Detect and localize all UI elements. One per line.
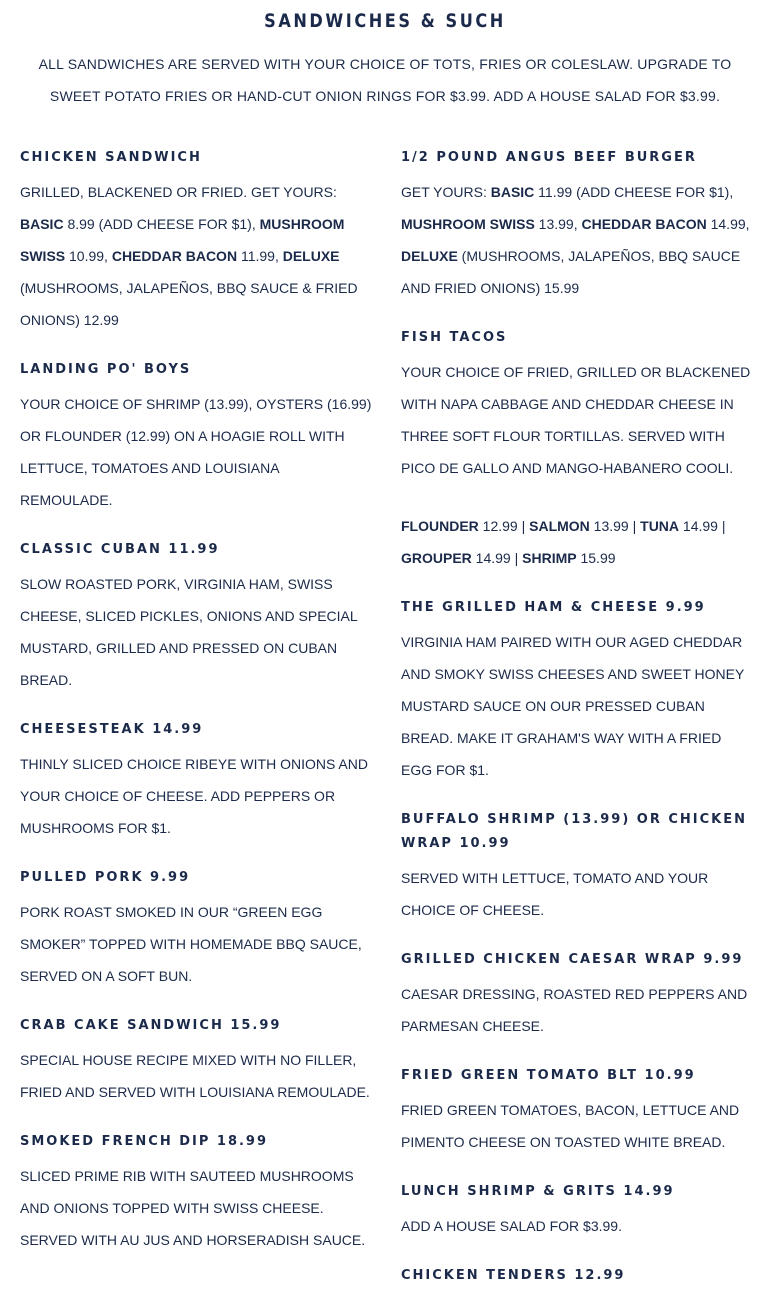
fish-options: FLOUNDER 12.99 | SALMON 13.99 | TUNA 14.99 | GROUPER 14.99 | SHRIMP 15.99 (401, 518, 726, 566)
item-description: FRIED GREEN TOMATOES, BACON, LETTUCE AND PIMENTO CHEESE ON TOASTED WHITE BREAD. (401, 1102, 740, 1150)
item-title: 1/2 POUND ANGUS BEEF BURGER (401, 150, 697, 165)
menu-item-chicken-sandwich (20, 146, 375, 336)
item-description: GET YOURS: BASIC 11.99 (ADD CHEESE FOR $1), MUSHROOM SWISS 13.99, CHEDDAR BACON 14.99, DELUXE (MUSHROOMS, JALAPEÑOS, BBQ SAUCE AND FRIED ONIONS) 15.99 (401, 184, 750, 296)
item-title: LANDING PO' BOYS (20, 362, 192, 377)
menu-item-buffalo-wrap (401, 808, 751, 926)
option-cheddar-bacon: CHEDDAR BACON (581, 216, 707, 232)
fish-grouper: GROUPER (401, 550, 472, 566)
menu-item-caesar-wrap (401, 948, 751, 1042)
item-description: GRILLED, BLACKENED OR FRIED. GET YOURS: BASIC 8.99 (ADD CHEESE FOR $1), MUSHROOM SWISS 10.99, CHEDDAR BACON 11.99, DELUXE (MUSHROOMS, JALAPEÑOS, BBQ SAUCE & FRIED ONIONS) 12.99 (20, 184, 358, 328)
item-title: FISH TACOS (401, 330, 508, 345)
left-column (20, 146, 375, 1278)
item-title: GRILLED CHICKEN CAESAR WRAP 9.99 (401, 952, 744, 967)
fish-salmon: SALMON (529, 518, 590, 534)
item-description: SLOW ROASTED PORK, VIRGINIA HAM, SWISS CHEESE, SLICED PICKLES, ONIONS AND SPECIAL MUSTARD, GRILLED AND PRESSED ON CUBAN BREAD. (20, 576, 358, 688)
item-title: PULLED PORK 9.99 (20, 870, 191, 885)
item-title: SMOKED FRENCH DIP 18.99 (20, 1134, 269, 1149)
item-description: ADD A HOUSE SALAD FOR $3.99. (401, 1218, 622, 1234)
item-title: CHICKEN TENDERS 12.99 (401, 1268, 626, 1283)
menu-item-ham-cheese (401, 596, 751, 786)
menu-item-chicken-tenders (401, 1264, 751, 1288)
menu-item-shrimp-grits (401, 1180, 751, 1242)
item-description: SLICED PRIME RIB WITH SAUTEED MUSHROOMS AND ONIONS TOPPED WITH SWISS CHEESE. SERVED WITH AU JUS AND HORSERADISH SAUCE. (20, 1168, 366, 1248)
fish-flounder: FLOUNDER (401, 518, 479, 534)
page-title: SANDWICHES & SUCH (264, 10, 506, 32)
menu-item-pulled-pork (20, 866, 375, 992)
menu-item-po-boys (20, 358, 375, 516)
item-title: CRAB CAKE SANDWICH 15.99 (20, 1018, 282, 1033)
item-title: FRIED GREEN TOMATO BLT 10.99 (401, 1068, 696, 1083)
item-description: VIRGINIA HAM PAIRED WITH OUR AGED CHEDDAR AND SMOKY SWISS CHEESES AND SWEET HONEY MUSTARD SAUCE ON OUR PRESSED CUBAN BREAD. MAKE IT GRAHAM'S WAY WITH A FRIED EGG FOR $1. (401, 634, 745, 778)
fish-shrimp: SHRIMP (522, 550, 577, 566)
item-description: YOUR CHOICE OF FRIED, GRILLED OR BLACKENED WITH NAPA CABBAGE AND CHEDDAR CHEESE IN THREE SOFT FLOUR TORTILLAS. SERVED WITH PICO DE GALLO AND MANGO-HABANERO COOLI. (401, 364, 751, 476)
right-column (401, 146, 751, 1310)
item-description: SERVED WITH LETTUCE, TOMATO AND YOUR CHOICE OF CHEESE. (401, 870, 709, 918)
option-deluxe: DELUXE (282, 248, 340, 264)
fish-tuna: TUNA (640, 518, 680, 534)
menu-item-cuban (20, 538, 375, 696)
option-mushroom-swiss: MUSHROOM SWISS (401, 216, 535, 232)
menu-item-green-tomato-blt (401, 1064, 751, 1158)
item-title: CHEESESTEAK 14.99 (20, 722, 204, 737)
option-mushroom-swiss: MUSHROOM SWISS (20, 216, 345, 264)
option-basic: BASIC (20, 216, 64, 232)
option-deluxe: DELUXE (401, 248, 458, 264)
intro-text: ALL SANDWICHES ARE SERVED WITH YOUR CHOICE OF TOTS, FRIES OR COLESLAW. UPGRADE TO SWEET POTATO FRIES OR HAND-CUT ONION RINGS FOR $3.99. ADD A HOUSE SALAD FOR $3.99. (38, 56, 732, 104)
item-title: THE GRILLED HAM & CHEESE 9.99 (401, 600, 706, 615)
item-title: BUFFALO SHRIMP (13.99) OR CHICKEN WRAP 10.99 (401, 812, 748, 851)
menu-item-fish-tacos (401, 326, 751, 574)
menu-item-burger (401, 146, 751, 304)
option-cheddar-bacon: CHEDDAR BACON (111, 248, 238, 264)
item-title: CLASSIC CUBAN 11.99 (20, 542, 220, 557)
item-description: PORK ROAST SMOKED IN OUR “GREEN EGG SMOKER” TOPPED WITH HOMEMADE BBQ SAUCE, SERVED ON A SOFT BUN. (20, 904, 362, 984)
item-description: YOUR CHOICE OF SHRIMP (13.99), OYSTERS (16.99) OR FLOUNDER (12.99) ON A HOAGIE ROLL WITH LETTUCE, TOMATOES AND LOUISIANA REMOULADE. (20, 396, 372, 508)
menu-item-cheesesteak (20, 718, 375, 844)
menu-item-french-dip (20, 1130, 375, 1256)
item-description: CAESAR DRESSING, ROASTED RED PEPPERS AND PARMESAN CHEESE. (401, 986, 748, 1034)
item-title: LUNCH SHRIMP & GRITS 14.99 (401, 1184, 675, 1199)
item-description: THINLY SLICED CHOICE RIBEYE WITH ONIONS AND YOUR CHOICE OF CHEESE. ADD PEPPERS OR MUSHROOMS FOR $1. (20, 756, 368, 836)
option-basic: BASIC (490, 184, 535, 200)
item-description: SPECIAL HOUSE RECIPE MIXED WITH NO FILLER, FRIED AND SERVED WITH LOUISIANA REMOULADE. (20, 1052, 370, 1100)
item-title: CHICKEN SANDWICH (20, 150, 202, 165)
menu-item-crab-cake (20, 1014, 375, 1108)
